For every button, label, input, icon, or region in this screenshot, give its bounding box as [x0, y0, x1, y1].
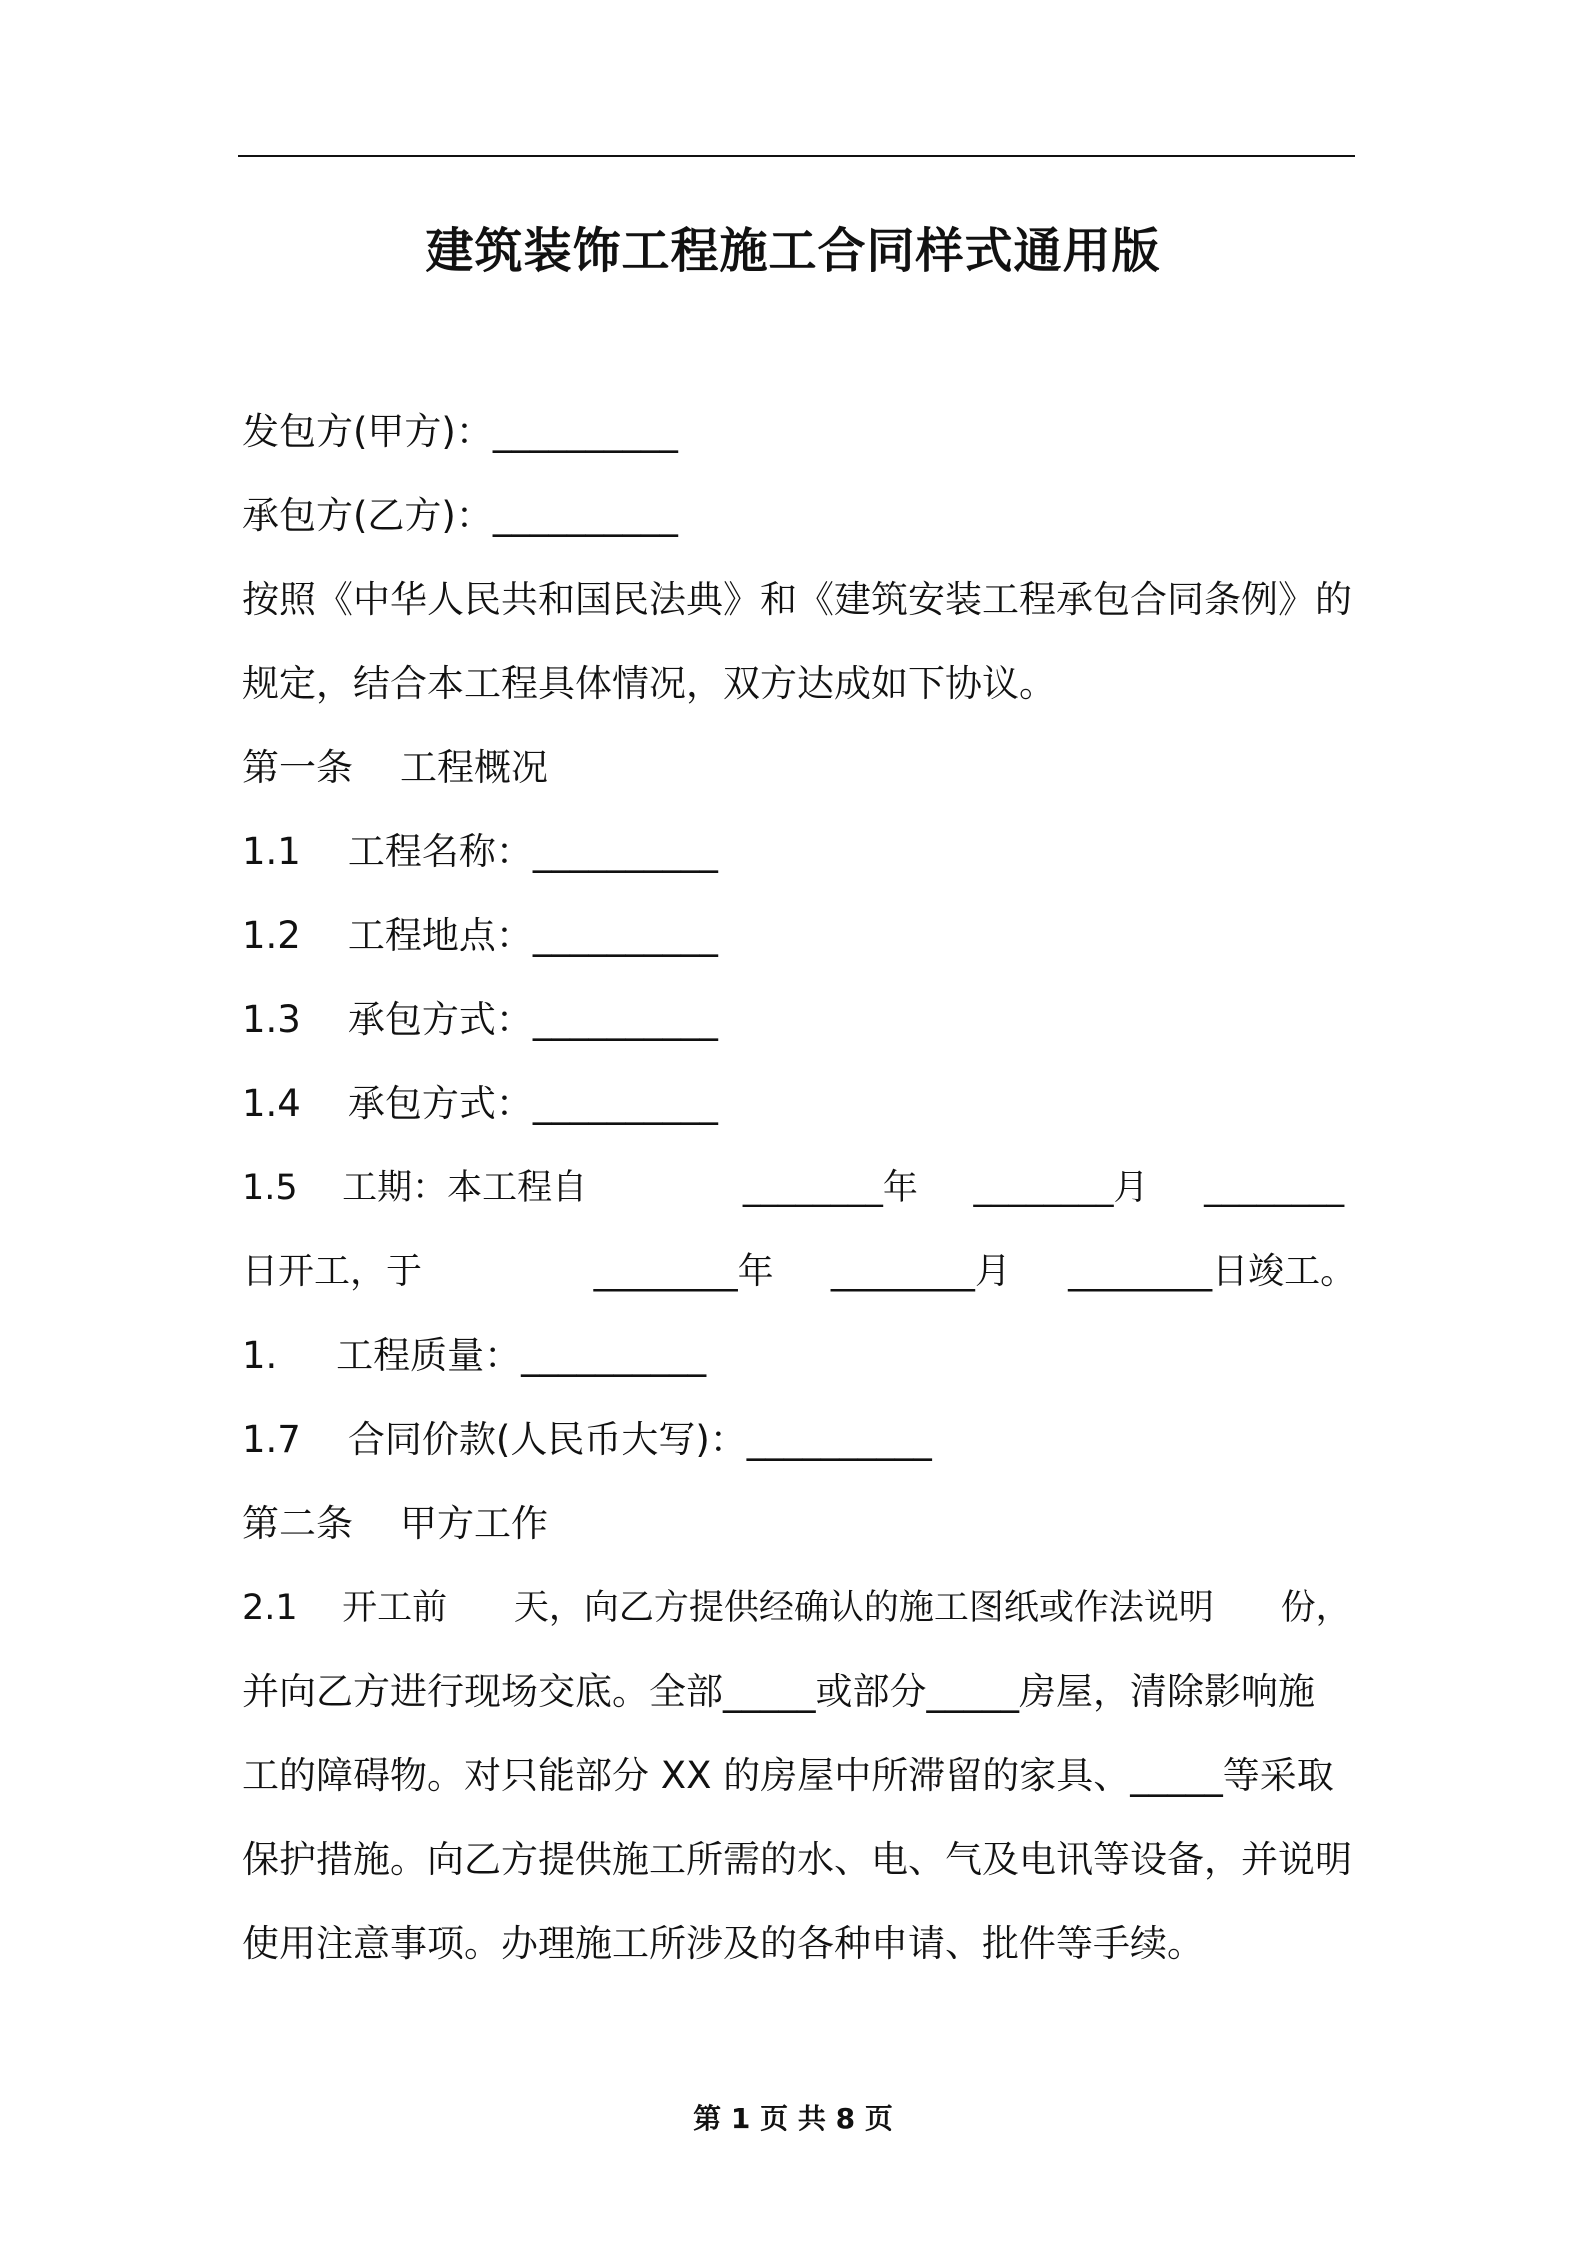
clause-1-2: 1.2 工程地点：__________	[242, 914, 718, 957]
clause-1-6: 1. 工程质量：__________	[242, 1334, 707, 1377]
page-number-footer: 第 1 页 共 8 页	[693, 2102, 893, 2135]
party-b-line: 承包方(乙方)：__________	[242, 494, 678, 537]
clause-1-7: 1.7 合同价款(人民币大写)：__________	[242, 1418, 932, 1461]
clause-2-1-line-5: 使用注意事项。办理施工所涉及的各种申请、批件等手续。	[242, 1922, 1204, 1965]
clause-2-1-line-1: 2.1 开工前 天，向乙方提供经确认的施工图纸或作法说明 份，	[242, 1588, 1351, 1628]
preamble-line-1: 按照《中华人民共和国民法典》和《建筑安装工程承包合同条例》的	[242, 578, 1352, 621]
preamble-line-2: 规定，结合本工程具体情况，双方达成如下协议。	[242, 662, 1056, 705]
article-2-heading: 第二条 甲方工作	[242, 1502, 549, 1545]
clause-1-5-line-2: 日开工，于 ________年 ________月 ________日竣工。	[242, 1251, 1357, 1292]
clause-2-1-line-4: 保护措施。向乙方提供施工所需的水、电、气及电讯等设备，并说明	[242, 1838, 1352, 1881]
article-1-heading: 第一条 工程概况	[242, 746, 549, 789]
clause-1-4: 1.4 承包方式：__________	[242, 1082, 718, 1125]
clause-1-5-line-1: 1.5 工期：本工程自 ________年 ________月 ________	[242, 1168, 1345, 1208]
clause-1-3: 1.3 承包方式：__________	[242, 998, 718, 1041]
header-divider	[238, 155, 1355, 157]
clause-2-1-line-2: 并向乙方进行现场交底。全部_____或部分_____房屋，清除影响施	[242, 1670, 1315, 1713]
clause-2-1-line-3: 工的障碍物。对只能部分 XX 的房屋中所滞留的家具、_____等采取	[242, 1754, 1334, 1797]
clause-1-1: 1.1 工程名称：__________	[242, 830, 718, 873]
party-a-line: 发包方(甲方)：__________	[242, 410, 678, 453]
document-title: 建筑装饰工程施工合同样式通用版	[425, 223, 1161, 279]
